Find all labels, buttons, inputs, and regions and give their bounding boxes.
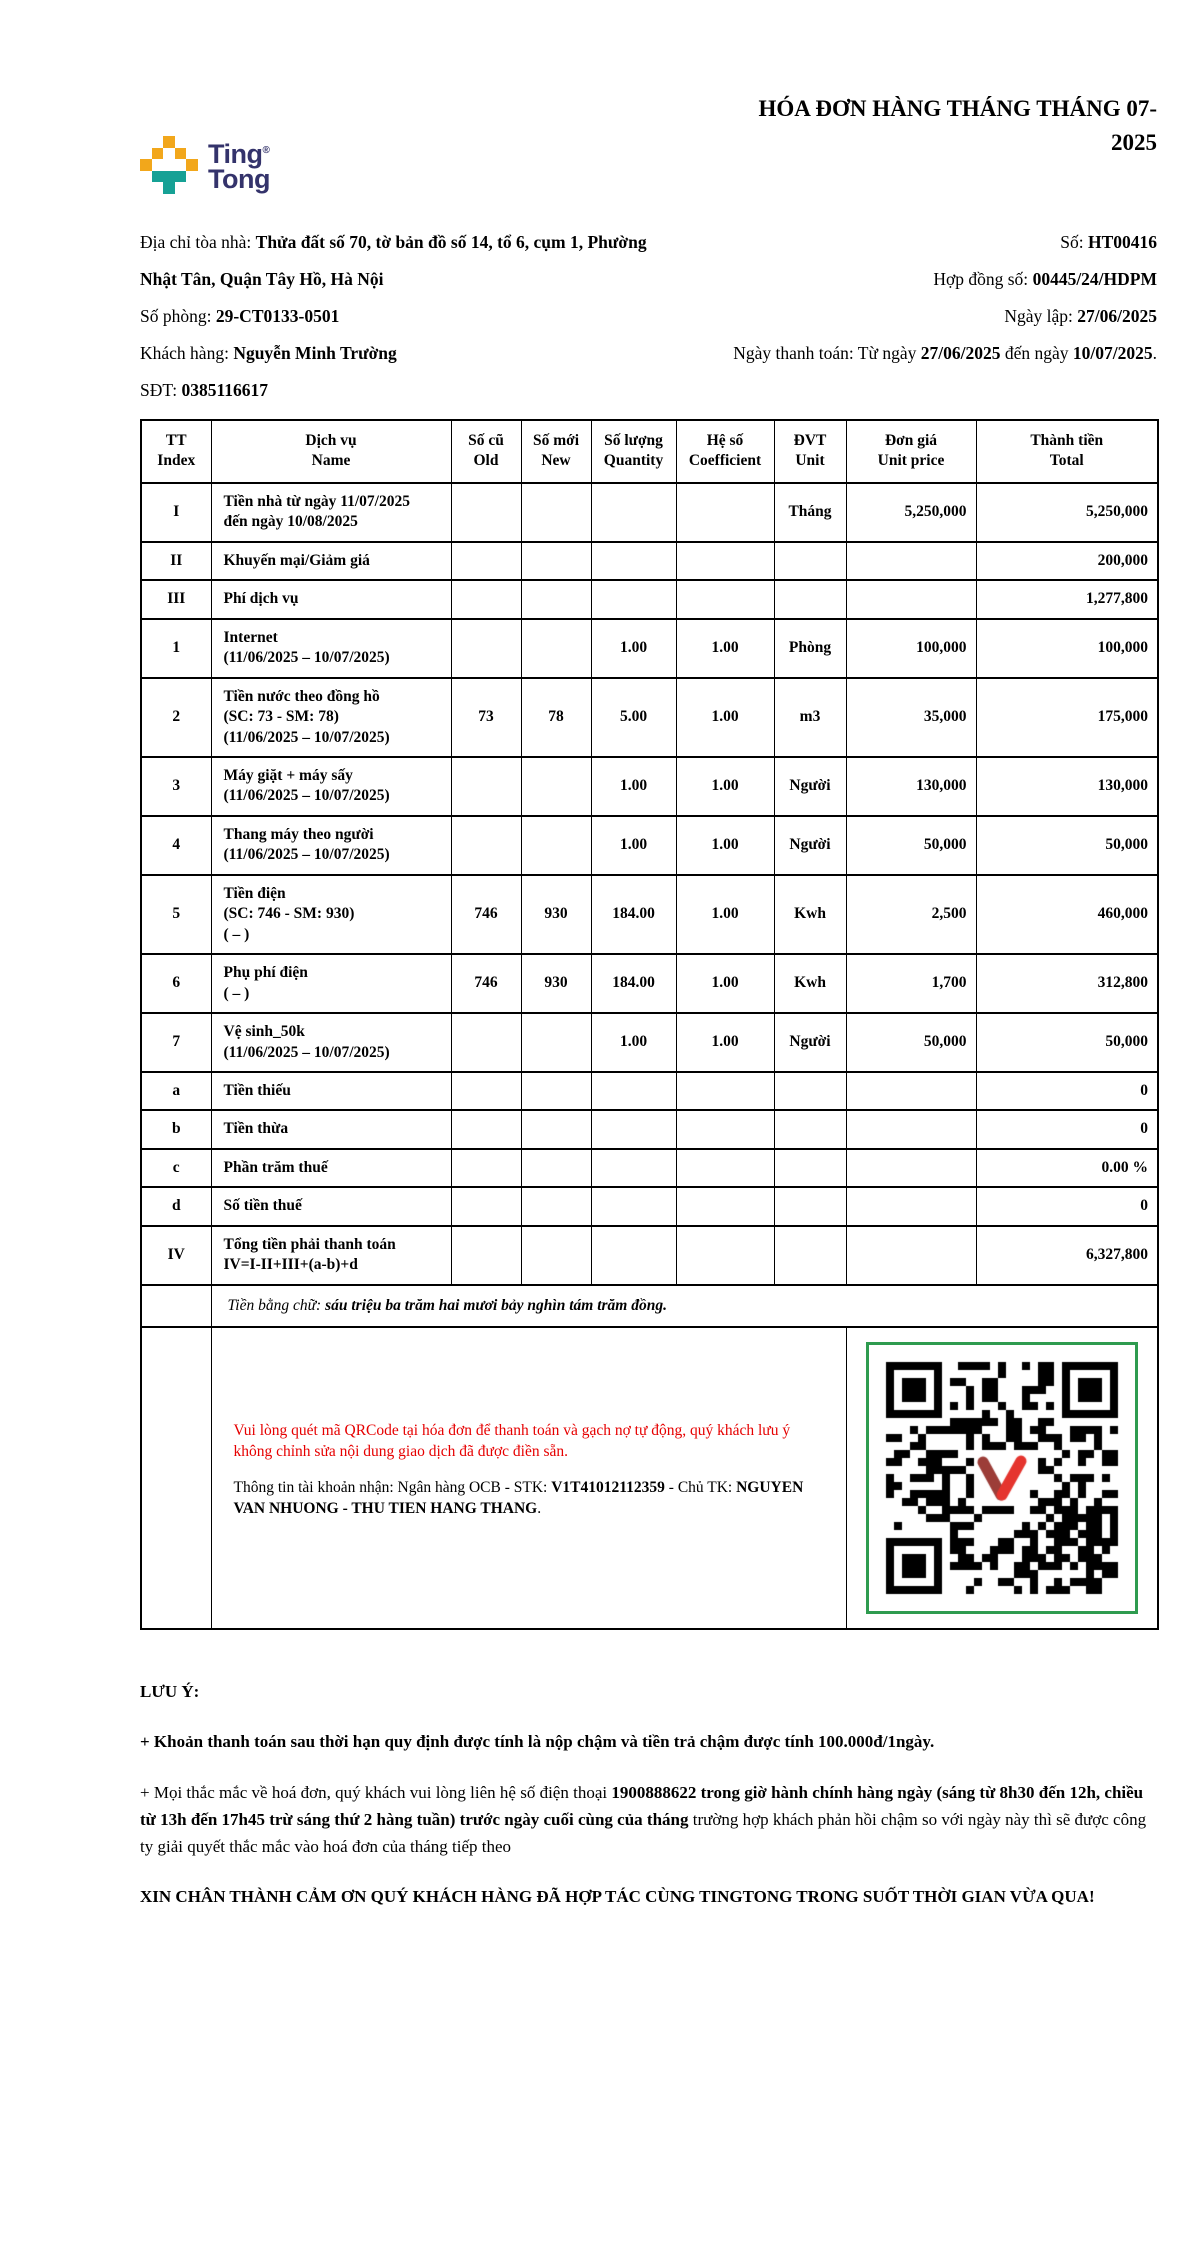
cell-old-reading (451, 542, 521, 580)
text-segment: V1T41012112359 (551, 1479, 665, 1497)
table-row (141, 542, 1158, 580)
cell-index: a (141, 1072, 211, 1110)
text-segment: 27/06/2025 (920, 343, 1001, 363)
cell-service: Tiền nước theo đồng hồ (SC: 73 - SM: 78) (11/06/2025 – 10/07/2025) (211, 678, 451, 757)
table-row (141, 1110, 1158, 1148)
cell-service: Máy giặt + máy sấy (11/06/2025 – 10/07/2025) (211, 757, 451, 816)
cell-total: 50,000 (976, 816, 1158, 875)
cell-unit: m3 (774, 678, 846, 757)
text-segment: Thông tin tài khoản nhận: Ngân hàng OCB - STK: (233, 1479, 552, 1497)
bank-account-info (234, 1478, 824, 1519)
cell-new-reading (521, 1110, 591, 1148)
cell-service: Internet (11/06/2025 – 10/07/2025) (211, 619, 451, 678)
text-segment: trường hợp khách phản hồi chậm so với ngày này thì sẽ được công ty giải quyết thắc mắc vào hoá đơn của tháng tiếp theo (140, 1809, 1147, 1856)
cell-unit: Người (774, 816, 846, 875)
cell-new-reading (521, 1187, 591, 1225)
cell-unit-price: 2,500 (846, 875, 976, 954)
tingtong-logo (140, 136, 270, 194)
cell-quantity: 5.00 (591, 678, 676, 757)
registered-mark: ® (262, 145, 270, 156)
cell-new-reading (521, 542, 591, 580)
cell-unit-price: 5,250,000 (846, 483, 976, 542)
amount-in-words (211, 1285, 1158, 1327)
cell-old-reading (451, 1149, 521, 1187)
cell-old-reading (451, 619, 521, 678)
qr-frame (866, 1342, 1138, 1614)
cell-total: 6,327,800 (976, 1226, 1158, 1285)
cell-old-reading (451, 580, 521, 618)
cell-unit-price (846, 1110, 976, 1148)
invoice-page (140, 0, 1157, 1910)
cell-service: Phần trăm thuế (211, 1149, 451, 1187)
text-segment: Số phòng: (140, 306, 216, 326)
cell-index: b (141, 1110, 211, 1148)
cell-unit: Phòng (774, 619, 846, 678)
text-segment: Hợp đồng số: (933, 269, 1033, 289)
cell-unit (774, 1149, 846, 1187)
cell-coefficient: 1.00 (676, 757, 774, 816)
cell-old-reading: 746 (451, 954, 521, 1013)
text-segment: SĐT: (140, 380, 182, 400)
text-segment: Nguyễn Minh Trường (233, 343, 397, 363)
page-title: HÓA ĐƠN HÀNG THÁNG THÁNG 07-2025 (758, 96, 1157, 155)
text-segment: Vui lòng quét mã QRCode tại hóa đơn để thanh toán và gạch nợ tự động, quý khách lưu ý không chỉnh sửa nội dung giao dịch đã được điền sẵn. (233, 1422, 791, 1460)
cell-coefficient: 1.00 (676, 954, 774, 1013)
cell-total: 312,800 (976, 954, 1158, 1013)
table-row (141, 757, 1158, 816)
cell-quantity (591, 1187, 676, 1225)
cell-unit-price: 50,000 (846, 1013, 976, 1072)
cell-unit-price (846, 1226, 976, 1285)
cell-new-reading: 78 (521, 678, 591, 757)
cell-unit: Kwh (774, 875, 846, 954)
cell-index: d (141, 1187, 211, 1225)
cell-unit-price (846, 542, 976, 580)
cell-unit (774, 1187, 846, 1225)
cell-total: 50,000 (976, 1013, 1158, 1072)
cell-old-reading: 746 (451, 875, 521, 954)
cell-coefficient (676, 1149, 774, 1187)
cell-unit (774, 542, 846, 580)
cell-index: 4 (141, 816, 211, 875)
cell-coefficient: 1.00 (676, 816, 774, 875)
qr-area (846, 1327, 1158, 1629)
cell-unit-price (846, 1187, 976, 1225)
cell-old-reading (451, 816, 521, 875)
text-segment: Số: (1060, 232, 1088, 252)
footer-notes (140, 1678, 1157, 1910)
payment-row (141, 1327, 1158, 1629)
cell-unit-price: 35,000 (846, 678, 976, 757)
cell-total: 0 (976, 1187, 1158, 1225)
empty-cell (141, 1285, 211, 1327)
cell-index: I (141, 483, 211, 542)
cell-unit-price (846, 1072, 976, 1110)
text-segment: trước ngày cuối cùng của tháng (455, 1809, 689, 1829)
cell-total: 175,000 (976, 678, 1158, 757)
cell-total: 5,250,000 (976, 483, 1158, 542)
table-row (141, 483, 1158, 542)
text-segment: Địa chỉ tòa nhà: (140, 232, 256, 252)
cell-coefficient (676, 1226, 774, 1285)
cell-total: 200,000 (976, 542, 1158, 580)
info-line (140, 335, 660, 372)
table-row (141, 580, 1158, 618)
cell-unit-price (846, 580, 976, 618)
cell-quantity (591, 483, 676, 542)
thank-you-message: XIN CHÂN THÀNH CẢM ƠN QUÝ KHÁCH HÀNG ĐÃ HỢP TÁC CÙNG TINGTONG TRONG SUỐT THỜI GIAN VỪA QUA! (140, 1887, 1095, 1907)
cell-service: Tiền thiếu (211, 1072, 451, 1110)
cell-quantity (591, 542, 676, 580)
qr-warning-note (234, 1421, 824, 1462)
cell-new-reading: 930 (521, 954, 591, 1013)
table-body (141, 483, 1158, 1285)
notes-heading: LƯU Ý: (140, 1682, 200, 1702)
cell-total: 130,000 (976, 757, 1158, 816)
text-segment: 10/07/2025 (1072, 343, 1153, 363)
text-segment: Ngày thanh toán: Từ ngày (733, 343, 921, 363)
text-segment: Thửa đất số 70, tờ bản đồ số 14, tổ 6, cụm 1, Phường Nhật Tân, Quận Tây Hồ, Hà Nội (140, 232, 647, 289)
customer-info (140, 224, 660, 409)
cell-service: Khuyến mại/Giảm giá (211, 542, 451, 580)
text-segment: đến ngày (1000, 343, 1073, 363)
cell-new-reading (521, 580, 591, 618)
table-row (141, 1149, 1158, 1187)
info-line (140, 224, 660, 298)
cell-index: c (141, 1149, 211, 1187)
cell-quantity: 1.00 (591, 816, 676, 875)
cell-new-reading (521, 1072, 591, 1110)
cell-new-reading: 930 (521, 875, 591, 954)
invoice-info (140, 224, 1157, 409)
text-segment: 0385116617 (181, 380, 268, 400)
cell-new-reading (521, 757, 591, 816)
column-header: Đơn giá Unit price (846, 420, 976, 483)
cell-total: 0 (976, 1072, 1158, 1110)
text-segment: sáu triệu ba trăm hai mươi bảy nghìn tám trăm đồng. (325, 1296, 667, 1314)
cell-total: 460,000 (976, 875, 1158, 954)
info-line (140, 298, 660, 335)
cell-service: Số tiền thuế (211, 1187, 451, 1225)
cell-service: Vệ sinh_50k (11/06/2025 – 10/07/2025) (211, 1013, 451, 1072)
qr-code (882, 1358, 1122, 1598)
cell-old-reading (451, 1110, 521, 1148)
cell-unit: Người (774, 1013, 846, 1072)
table-row (141, 1072, 1158, 1110)
table-row (141, 816, 1158, 875)
table-row (141, 954, 1158, 1013)
cell-service: Tiền nhà từ ngày 11/07/2025 đến ngày 10/08/2025 (211, 483, 451, 542)
column-header: Số cũ Old (451, 420, 521, 483)
cell-coefficient (676, 1187, 774, 1225)
text-segment: - Chủ TK: (664, 1479, 737, 1497)
cell-new-reading (521, 1013, 591, 1072)
cell-old-reading (451, 1013, 521, 1072)
cell-coefficient: 1.00 (676, 678, 774, 757)
cell-new-reading (521, 483, 591, 542)
cell-old-reading: 73 (451, 678, 521, 757)
cell-new-reading (521, 1149, 591, 1187)
column-header: Dịch vụ Name (211, 420, 451, 483)
cell-service: Tổng tiền phải thanh toán IV=I-II+III+(a-b)+d (211, 1226, 451, 1285)
brand-name-top: Ting (208, 139, 263, 169)
cell-quantity: 184.00 (591, 954, 676, 1013)
text-segment: . (1152, 343, 1157, 363)
table-row (141, 1013, 1158, 1072)
cell-quantity: 1.00 (591, 619, 676, 678)
cell-unit-price: 100,000 (846, 619, 976, 678)
text-segment: NGUYEN VAN NHUONG - THU TIEN HANG THANG (233, 1479, 804, 1517)
text-segment: 1900888622 trong giờ hành chính hàng ngày (sáng từ 8h30 đến 12h, chiều từ 13h đến 17h45 trừ sáng thứ 2 hàng tuần) (140, 1782, 1144, 1829)
cell-coefficient (676, 1072, 774, 1110)
cell-service: Tiền thừa (211, 1110, 451, 1148)
column-header: ĐVT Unit (774, 420, 846, 483)
cell-new-reading (521, 1226, 591, 1285)
cell-index: 2 (141, 678, 211, 757)
table-row (141, 1226, 1158, 1285)
cell-coefficient (676, 483, 774, 542)
cell-quantity (591, 580, 676, 618)
cell-old-reading (451, 1187, 521, 1225)
table-row (141, 875, 1158, 954)
cell-quantity (591, 1149, 676, 1187)
cell-coefficient (676, 580, 774, 618)
cell-unit-price: 50,000 (846, 816, 976, 875)
cell-quantity: 184.00 (591, 875, 676, 954)
text-segment: . (537, 1499, 542, 1517)
cell-old-reading (451, 483, 521, 542)
cell-unit-price: 130,000 (846, 757, 976, 816)
cell-coefficient: 1.00 (676, 619, 774, 678)
info-line (687, 335, 1157, 372)
column-header: Số mới New (521, 420, 591, 483)
cell-unit (774, 1110, 846, 1148)
cell-unit (774, 580, 846, 618)
cell-old-reading (451, 757, 521, 816)
cell-unit (774, 1226, 846, 1285)
empty-cell (141, 1327, 211, 1629)
cell-new-reading (521, 619, 591, 678)
tingtong-logo-mark-icon (140, 136, 198, 194)
text-segment: 27/06/2025 (1077, 306, 1157, 326)
cell-service: Thang máy theo người (11/06/2025 – 10/07/2025) (211, 816, 451, 875)
info-line (687, 261, 1157, 298)
cell-index: 6 (141, 954, 211, 1013)
cell-index: 7 (141, 1013, 211, 1072)
cell-unit: Tháng (774, 483, 846, 542)
cell-quantity (591, 1110, 676, 1148)
cell-coefficient (676, 1110, 774, 1148)
cell-quantity (591, 1072, 676, 1110)
amount-in-words-row (141, 1285, 1158, 1327)
hotline-note (140, 1779, 1157, 1861)
column-header: Hệ số Coefficient (676, 420, 774, 483)
cell-service: Tiền điện (SC: 746 - SM: 930) ( – ) (211, 875, 451, 954)
cell-unit: Kwh (774, 954, 846, 1013)
cell-index: 5 (141, 875, 211, 954)
text-segment: 29-CT0133-0501 (215, 306, 340, 326)
info-line (687, 224, 1157, 261)
payment-instructions (211, 1327, 846, 1629)
cell-total: 1,277,800 (976, 580, 1158, 618)
cell-coefficient: 1.00 (676, 1013, 774, 1072)
cell-index: II (141, 542, 211, 580)
cell-unit-price (846, 1149, 976, 1187)
cell-quantity (591, 1226, 676, 1285)
text-segment: Tiền bằng chữ: (227, 1296, 326, 1314)
text-segment: HT00416 (1087, 232, 1157, 252)
brand-name-bottom: Tong (208, 164, 270, 194)
cell-service: Phí dịch vụ (211, 580, 451, 618)
cell-index: 3 (141, 757, 211, 816)
cell-new-reading (521, 816, 591, 875)
cell-service: Phụ phí điện ( – ) (211, 954, 451, 1013)
table-row (141, 678, 1158, 757)
cell-coefficient: 1.00 (676, 875, 774, 954)
text-segment: + Mọi thắc mắc về hoá đơn, quý khách vui lòng liên hệ số điện thoại (140, 1782, 612, 1802)
column-header: Số lượng Quantity (591, 420, 676, 483)
column-header: TT Index (141, 420, 211, 483)
table-row (141, 619, 1158, 678)
cell-index: 1 (141, 619, 211, 678)
header (140, 92, 1157, 194)
cell-coefficient (676, 542, 774, 580)
charges-table (140, 419, 1159, 1630)
column-header: Thành tiền Total (976, 420, 1158, 483)
invoice-meta-info (687, 224, 1157, 409)
text-segment: 00445/24/HDPM (1032, 269, 1157, 289)
cell-total: 100,000 (976, 619, 1158, 678)
cell-unit: Người (774, 757, 846, 816)
cell-old-reading (451, 1226, 521, 1285)
cell-quantity: 1.00 (591, 757, 676, 816)
table-row (141, 1187, 1158, 1225)
cell-index: IV (141, 1226, 211, 1285)
text-segment: Khách hàng: (140, 343, 234, 363)
text-segment: Ngày lập: (1004, 306, 1078, 326)
table-header-row (141, 420, 1158, 483)
cell-index: III (141, 580, 211, 618)
info-line (687, 298, 1157, 335)
cell-total: 0 (976, 1110, 1158, 1148)
cell-old-reading (451, 1072, 521, 1110)
cell-quantity: 1.00 (591, 1013, 676, 1072)
cell-total: 0.00 % (976, 1149, 1158, 1187)
cell-unit (774, 1072, 846, 1110)
tingtong-wordmark (208, 138, 270, 194)
info-line (140, 372, 660, 409)
cell-unit-price: 1,700 (846, 954, 976, 1013)
late-payment-note: + Khoản thanh toán sau thời hạn quy định được tính là nộp chậm và tiền trả chậm được tính 100.000đ/1ngày. (140, 1732, 935, 1752)
